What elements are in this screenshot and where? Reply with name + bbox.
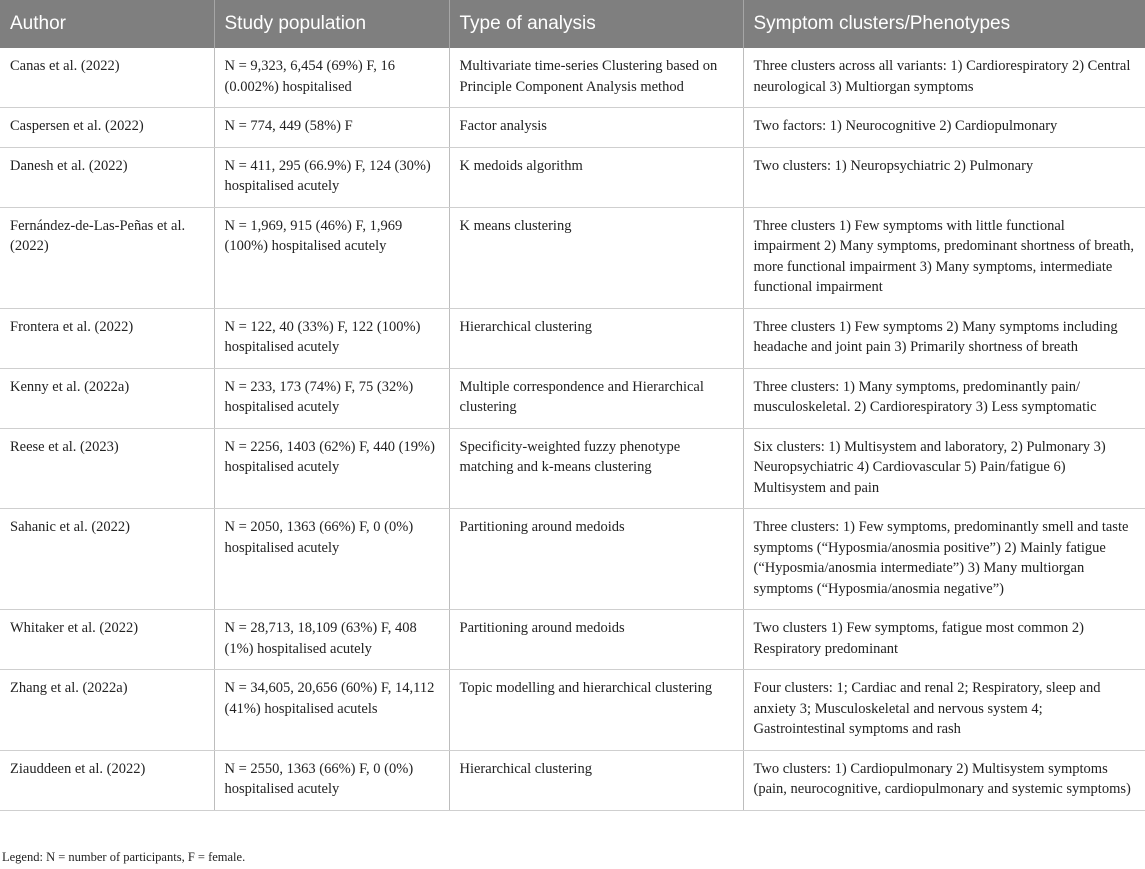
cell-population: N = 411, 295 (66.9%) F, 124 (30%) hospitalised acutely — [214, 147, 449, 207]
table-row — [0, 670, 1145, 751]
cell-population: N = 2050, 1363 (66%) F, 0 (0%) hospitalised acutely — [214, 509, 449, 610]
table-row — [0, 108, 1145, 148]
cell-author: Whitaker et al. (2022) — [0, 610, 214, 670]
cell-author: Reese et al. (2023) — [0, 428, 214, 509]
cell-clusters: Two clusters: 1) Neuropsychiatric 2) Pulmonary — [743, 147, 1145, 207]
cell-author: Sahanic et al. (2022) — [0, 509, 214, 610]
table-row — [0, 610, 1145, 670]
cell-clusters: Three clusters: 1) Many symptoms, predominantly pain/ musculoskeletal. 2) Cardiorespiratory 3) Less symptomatic — [743, 368, 1145, 428]
cell-author: Caspersen et al. (2022) — [0, 108, 214, 148]
table-row — [0, 368, 1145, 428]
table-row — [0, 48, 1145, 108]
table-row — [0, 147, 1145, 207]
cell-author: Ziauddeen et al. (2022) — [0, 750, 214, 810]
cell-population: N = 2256, 1403 (62%) F, 440 (19%) hospitalised acutely — [214, 428, 449, 509]
table-row — [0, 509, 1145, 610]
cell-author: Danesh et al. (2022) — [0, 147, 214, 207]
header-symptom-clusters: Symptom clusters/Phenotypes — [743, 0, 1145, 48]
cell-population: N = 774, 449 (58%) F — [214, 108, 449, 148]
cell-analysis: Specificity-weighted fuzzy phenotype matching and k-means clustering — [449, 428, 743, 509]
cell-clusters: Three clusters 1) Few symptoms with little functional impairment 2) Many symptoms, predominant shortness of breath, more functional impairment 3) Many symptoms, intermediate functional impairment — [743, 207, 1145, 308]
cell-population: N = 233, 173 (74%) F, 75 (32%) hospitalised acutely — [214, 368, 449, 428]
cell-population: N = 34,605, 20,656 (60%) F, 14,112 (41%) hospitalised acutels — [214, 670, 449, 751]
cell-clusters: Six clusters: 1) Multisystem and laboratory, 2) Pulmonary 3) Neuropsychiatric 4) Cardiovascular 5) Pain/fatigue 6) Multisystem and pain — [743, 428, 1145, 509]
table-legend: Legend: N = number of participants, F = female. — [2, 850, 246, 864]
table-row — [0, 308, 1145, 368]
cell-analysis: Multivariate time-series Clustering based on Principle Component Analysis method — [449, 48, 743, 108]
cell-clusters: Two factors: 1) Neurocognitive 2) Cardiopulmonary — [743, 108, 1145, 148]
cell-analysis: K medoids algorithm — [449, 147, 743, 207]
cell-author: Frontera et al. (2022) — [0, 308, 214, 368]
table-row — [0, 750, 1145, 810]
header-study-population: Study population — [214, 0, 449, 48]
cell-population: N = 2550, 1363 (66%) F, 0 (0%) hospitalised acutely — [214, 750, 449, 810]
cell-clusters: Two clusters 1) Few symptoms, fatigue most common 2) Respiratory predominant — [743, 610, 1145, 670]
cell-analysis: Partitioning around medoids — [449, 610, 743, 670]
cell-analysis: Factor analysis — [449, 108, 743, 148]
cell-analysis: Hierarchical clustering — [449, 308, 743, 368]
cell-analysis: Multiple correspondence and Hierarchical clustering — [449, 368, 743, 428]
cell-population: N = 1,969, 915 (46%) F, 1,969 (100%) hospitalised acutely — [214, 207, 449, 308]
cell-author: Kenny et al. (2022a) — [0, 368, 214, 428]
cell-clusters: Three clusters 1) Few symptoms 2) Many symptoms including headache and joint pain 3) Primarily shortness of breath — [743, 308, 1145, 368]
table-header-row — [0, 0, 1145, 48]
cell-clusters: Four clusters: 1; Cardiac and renal 2; Respiratory, sleep and anxiety 3; Musculoskeletal and nervous system 4; Gastrointestinal symptoms and rash — [743, 670, 1145, 751]
cell-analysis: Partitioning around medoids — [449, 509, 743, 610]
cell-population: N = 122, 40 (33%) F, 122 (100%) hospitalised acutely — [214, 308, 449, 368]
cell-analysis: Topic modelling and hierarchical clustering — [449, 670, 743, 751]
cell-author: Fernández-de-Las-Peñas et al. (2022) — [0, 207, 214, 308]
cell-population: N = 28,713, 18,109 (63%) F, 408 (1%) hospitalised acutely — [214, 610, 449, 670]
cell-population: N = 9,323, 6,454 (69%) F, 16 (0.002%) hospitalised — [214, 48, 449, 108]
table-row — [0, 207, 1145, 308]
cell-author: Canas et al. (2022) — [0, 48, 214, 108]
cell-analysis: Hierarchical clustering — [449, 750, 743, 810]
cell-clusters: Three clusters: 1) Few symptoms, predominantly smell and taste symptoms (“Hyposmia/anosmia positive”) 2) Mainly fatigue (“Hyposmia/anosmia intermediate”) 3) Many multiorgan symptoms (“Hyposmia/anosmia negative”) — [743, 509, 1145, 610]
cell-clusters: Two clusters: 1) Cardiopulmonary 2) Multisystem symptoms (pain, neurocognitive, cardiopulmonary and systemic symptoms) — [743, 750, 1145, 810]
cell-author: Zhang et al. (2022a) — [0, 670, 214, 751]
header-author: Author — [0, 0, 214, 48]
header-type-of-analysis: Type of analysis — [449, 0, 743, 48]
cell-analysis: K means clustering — [449, 207, 743, 308]
cell-clusters: Three clusters across all variants: 1) Cardiorespiratory 2) Central neurological 3) Multiorgan symptoms — [743, 48, 1145, 108]
table-row — [0, 428, 1145, 509]
